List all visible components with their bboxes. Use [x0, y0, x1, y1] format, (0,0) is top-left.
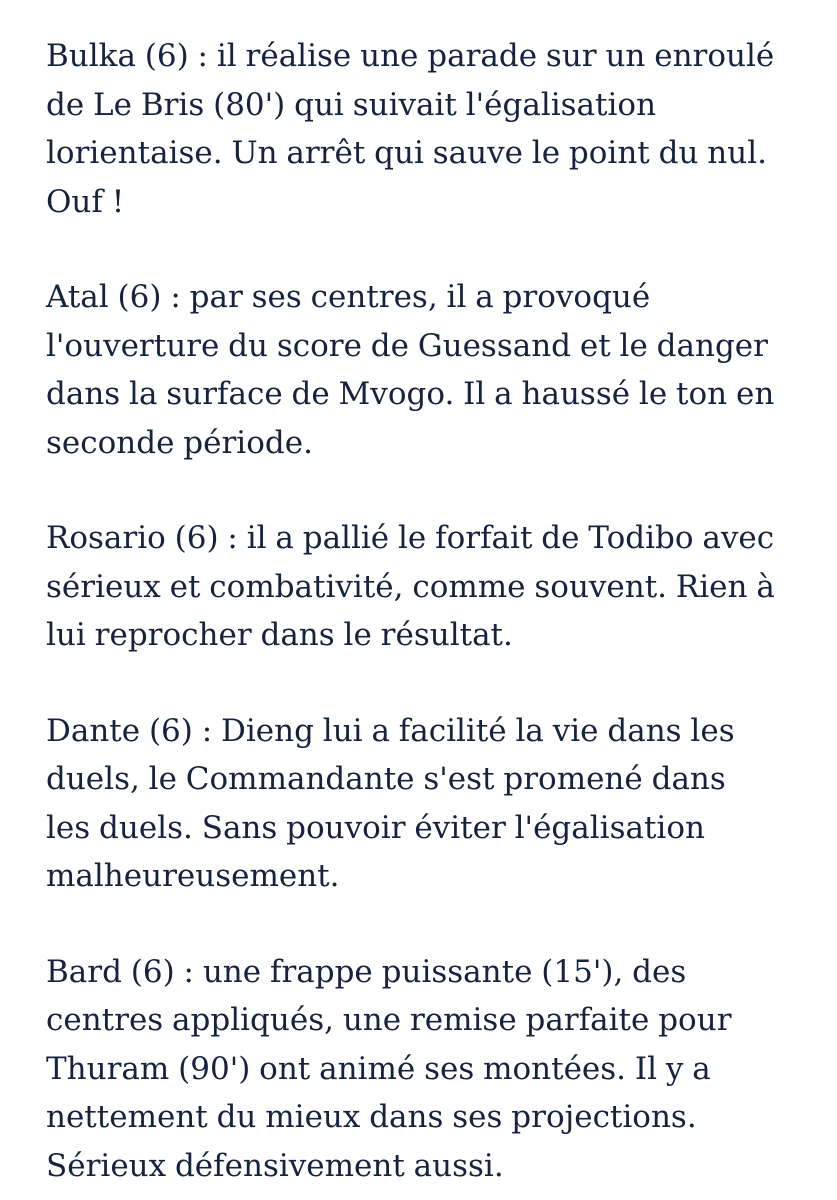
- paragraph-dante: [46, 707, 817, 901]
- text-line: malheureusement.: [46, 858, 340, 894]
- paragraph-atal: [46, 273, 817, 467]
- text-line: sérieux et combativité, comme souvent. Rien à: [46, 568, 775, 605]
- text-line: de Le Bris (80') qui suivait l'égalisation: [46, 86, 657, 123]
- text-line: Sérieux défensivement aussi.: [46, 1147, 504, 1184]
- text-line: Rosario (6) : il a pallié le forfait de Todibo avec: [46, 520, 775, 556]
- text-line: lorientaise. Un arrêt qui sauve le point du nul.: [46, 135, 767, 171]
- paragraph-bulka: [46, 32, 817, 226]
- text-line: Dante (6) : Dieng lui a facilité la vie dans les: [46, 712, 735, 749]
- text-line: Bulka (6) : il réalise une parade sur un enroulé: [46, 38, 775, 74]
- text-line: Thuram (90') ont animé ses montées. Il y a: [46, 1050, 711, 1087]
- text-line: Ouf !: [46, 183, 125, 220]
- text-line: duels, le Commandante s'est promené dans: [46, 761, 726, 797]
- text-line: Atal (6) : par ses centres, il a provoqué: [46, 279, 651, 315]
- text-line: Bard (6) : une frappe puissante (15'), des: [46, 953, 687, 990]
- text-line: l'ouverture du score de Guessand et le danger: [46, 327, 768, 364]
- text-line: centres appliqués, une remise parfaite pour: [46, 1002, 732, 1038]
- paragraph-rosario: [46, 514, 817, 660]
- text-line: lui reprocher dans le résultat.: [46, 617, 513, 653]
- paragraph-bard: [46, 948, 817, 1191]
- text-line: seconde période.: [46, 424, 313, 461]
- text-line: dans la surface de Mvogo. Il a haussé le ton en: [46, 376, 775, 412]
- text-line: les duels. Sans pouvoir éviter l'égalisation: [46, 809, 705, 846]
- text-line: nettement du mieux dans ses projections.: [46, 1099, 697, 1135]
